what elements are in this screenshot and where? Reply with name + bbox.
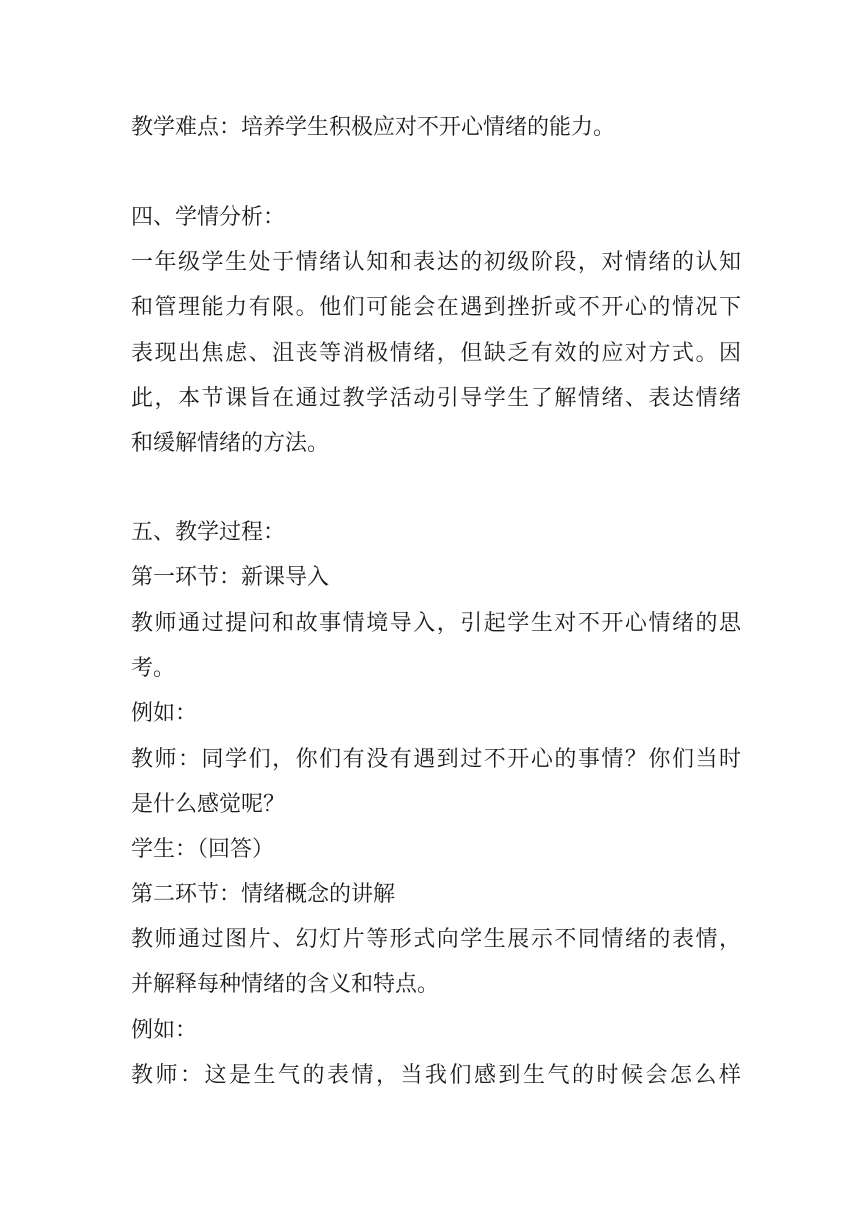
paragraph-line: 表现出焦虑、沮丧等消极情绪，但缺乏有效的应对方式。因 [131, 341, 741, 366]
dialogue-line: 学生：（回答） [131, 837, 275, 862]
paragraph-line: 教师通过图片、幻灯片等形式向学生展示不同情绪的表情， [131, 927, 741, 952]
paragraph-line: 教师通过提问和故事情境导入，引起学生对不开心情绪的思 [131, 611, 741, 636]
paragraph-line: 和缓解情绪的方法。 [131, 431, 330, 456]
paragraph-line: 一年级学生处于情绪认知和表达的初级阶段，对情绪的认知 [131, 250, 741, 275]
step-heading-1: 第一环节：新课导入 [131, 565, 330, 590]
difficulty-line: 教学难点：培养学生积极应对不开心情绪的能力。 [131, 115, 616, 140]
paragraph-line: 并解释每种情绪的含义和特点。 [131, 972, 440, 997]
paragraph-line: 考。 [131, 656, 176, 681]
paragraph-line: 此，本节课旨在通过教学活动引导学生了解情绪、表达情绪 [131, 386, 741, 411]
example-label: 例如： [131, 701, 198, 726]
example-label: 例如： [131, 1018, 198, 1043]
section-heading-teaching-process: 五、教学过程： [131, 520, 286, 545]
paragraph-line: 和管理能力有限。他们可能会在遇到挫折或不开心的情况下 [131, 295, 741, 320]
dialogue-line: 教师：这是生气的表情，当我们感到生气的时候会怎么样 [131, 1063, 741, 1088]
dialogue-line: 是什么感觉呢？ [131, 792, 286, 817]
step-heading-2: 第二环节：情绪概念的讲解 [131, 882, 396, 907]
section-heading-learner-analysis: 四、学情分析： [131, 205, 286, 230]
dialogue-line: 教师：同学们，你们有没有遇到过不开心的事情？你们当时 [131, 747, 741, 772]
